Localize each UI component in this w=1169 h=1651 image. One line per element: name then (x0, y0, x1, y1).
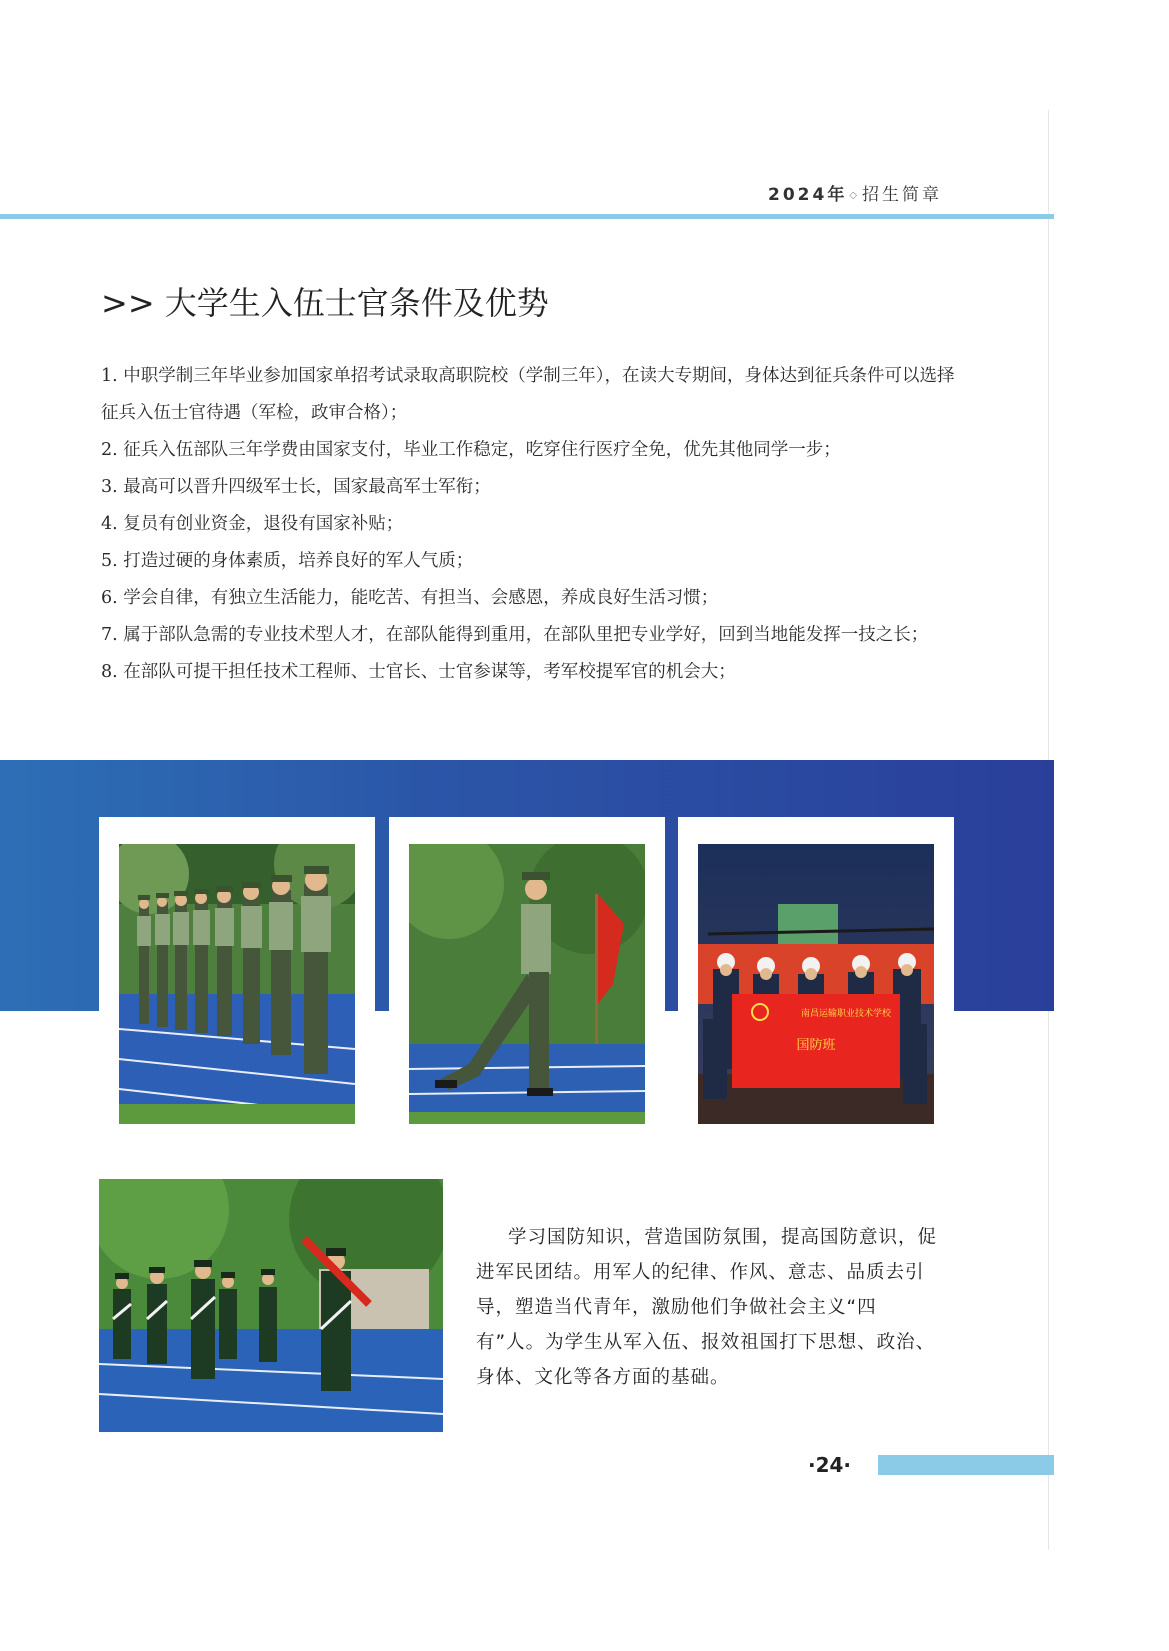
list-item: 2. 征兵入伍部队三年学费由国家支付，毕业工作稳定，吃穿住行医疗全免，优先其他同学一步； (101, 440, 841, 460)
banner-label: 国防班 (796, 1038, 836, 1053)
header-year: 2024年 (768, 185, 848, 205)
photo-card-march (389, 817, 665, 1145)
list-item: 5. 打造过硬的身体素质，培养良好的军人气质； (101, 551, 474, 571)
header-rule (0, 214, 1054, 219)
defense-class-image (698, 844, 934, 1124)
goose-step-image (409, 844, 645, 1124)
list-item: 7. 属于部队急需的专业技术型人才，在部队能得到重用，在部队里把专业学好，回到当地能发挥一技之长； (101, 625, 929, 645)
banner-school-name: 南昌运输职业技术学校 (800, 1009, 892, 1019)
header-title: 招生简章 (862, 185, 943, 205)
list-item: 1. 中职学制三年毕业参加国家单招考试录取高职院校（学制三年），在读大专期间，身体达到征兵条件可以选择征兵入伍士官待遇（军检，政审合格）； (101, 366, 955, 423)
drill-line-image (119, 844, 355, 1124)
footer-bar (878, 1455, 1054, 1475)
list-item: 6. 学会自律，有独立生活能力，能吃苦、有担当、会感恩，养成良好生活习惯； (101, 588, 719, 608)
photo-defense-class (698, 844, 934, 1124)
defense-education-paragraph: 学习国防知识，营造国防氛围，提高国防意识，促进军民团结。用军人的纪律、作风、意志、品质去引导，塑造当代青年，激励他们争做社会主义“四有”人。为学生从军入伍、报效祖国打下思想、政治、身体、文化等各方面的基础。 (476, 1227, 938, 1388)
list-item: 8. 在部队可提干担任技术工程师、士官长、士官参谋等，考军校提军官的机会大； (101, 662, 736, 682)
advantage-list (101, 358, 961, 691)
list-item: 4. 复员有创业资金，退役有国家补贴； (101, 514, 404, 534)
photo-card-defense-class (678, 817, 954, 1145)
list-item: 3. 最高可以晋升四级军士长，国家最高军士军衔； (101, 477, 491, 497)
header-separator: ◇ (849, 189, 861, 201)
photo-goose-step (409, 844, 645, 1124)
photo-honor-guard (99, 1179, 443, 1432)
photo-card-drill (99, 817, 375, 1145)
honor-guard-image (99, 1179, 443, 1432)
section-title: >> 大学生入伍士官条件及优势 (101, 284, 549, 322)
page-number: ·24· (808, 1453, 852, 1477)
brochure-header (768, 180, 942, 205)
photo-drill-line (119, 844, 355, 1124)
